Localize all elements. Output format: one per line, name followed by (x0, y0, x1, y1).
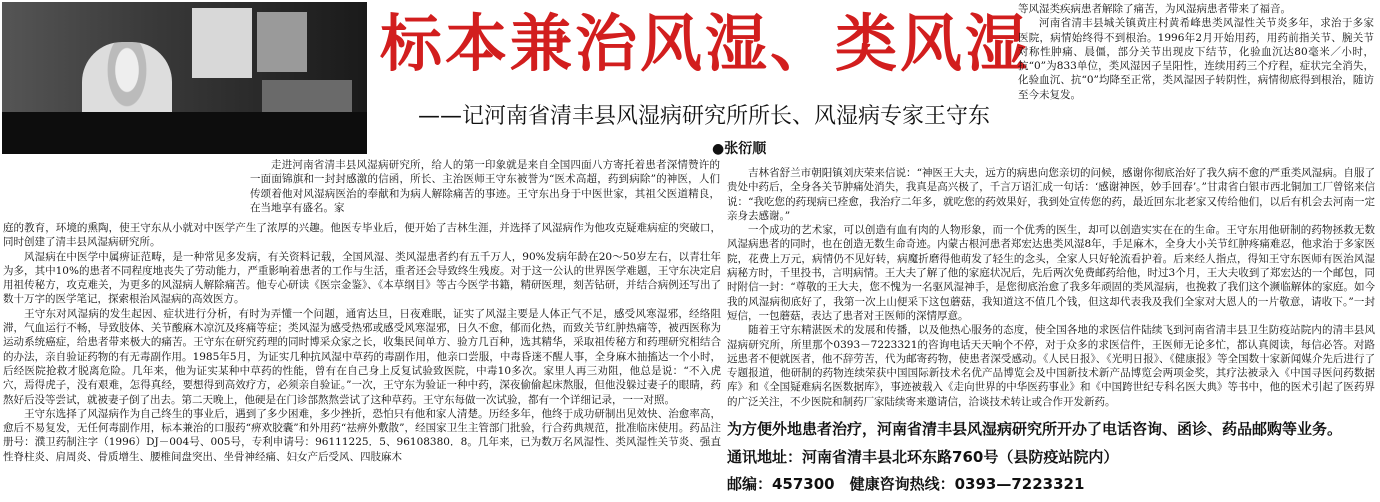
ad-service-line: 为方便外地患者治疗，河南省清丰县风湿病研究所开办了电话咨询、函诊、药品邮购等业务。 (727, 420, 1343, 438)
article-main-column (3, 221, 721, 502)
main-paragraph: 王守东选择了风湿病作为自己终生的事业后，遇到了多少困难，多少挫折，恐怕只有他和家人清楚。历经多年，他终于成功研制出见效快、治愈率高，愈后不易复发，无任何毒副作用，标本兼治的口服药“痹欢胶囊”和外用药“祛痹外敷散”，经国家卫生主管部门批验，行合药典规范，批准临床使用。药品注册号：濮卫药制注字（1996）DJ－004号、005号，专利申请号：96111225．5、96108380．8。几年来，已为数万名风湿性、类风湿性关节炎、强直性脊柱炎、肩周炎、骨质增生、腰椎间盘突出、坐骨神经痛、妇女产后受风、四肢麻木 (3, 407, 721, 463)
main-paragraph: 王守东对风湿病的发生起因、症状进行分析，有时为弄懂一个问题，通宵达旦，日夜难眠，证实了风湿主要是人体正气不足，感受风寒湿邪，经络阻滞，气血运行不畅，导致肢体、关节酸麻木凉沉及疼痛等症；类风湿为感受热邪或感受风寒湿邪，日久不愈，郁而化热，而致关节红肿热痛等，被西医称为运动系统癌症，给患者带来极大的痛苦。王守东在研究药理的同时博采众家之长，收集民间单方、验方几百种，选其精华，采取祖传秘方和药理研究相结合的办法，亲自验证药物的有无毒副作用。1985年5月，为证实几种抗风湿中草药的毒副作用，他亲口尝服，中毒昏迷不醒人事，全身麻木抽搐达一个小时，后经医院抢救才脱离危险。几年来，他为证实某种中草药的性能，曾有在自己身上反复试验致医院，中毒10多次。家里人再三劝阻，他总是说：“不入虎穴，焉得虎子，没有艰难，怎得真经，要想得到高效疗方，必须亲自验证。”一次，王守东为验证一种中药，深夜偷偷起床熬服，但他没躲过妻子的眼睛，药熬好后没等尝试，就被妻子倒了出去。第二天晚上，他硬是在门诊部熬熬尝试了这种草药。王守东每做一次试验，都有一个详细记录，一一对照。 (3, 307, 721, 406)
main-paragraph: 庭的教育，环境的熏陶，使王守东从小就对中医学产生了浓厚的兴趣。他医专毕业后，便开始了吉林生涯，并选择了风湿病作为他攻克疑难病症的突破口，同时创建了清丰县风湿病研究所。 (3, 222, 721, 249)
right-top-paragraph: 河南省清丰县城关镇黄庄村黄希峰患类风湿性关节炎多年，求治于多家医院，病情始终得不到根治。1996年2月开始用药，用药前指关节、腕关节对称性肿痛、晨僵，部分关节出现皮下结节，化验血沉达80毫米／小时，抗“0”为833单位，类风湿因子呈阳性，连续用药三个疗程，症状完全消失，化验血沉、抗“0”均降至正常，类风湿因子转阴性，病情彻底得到根治，随访至今未复发。 (1018, 17, 1374, 101)
article-right-column (727, 166, 1375, 412)
headline-subtitle: ——记河南省清丰县风湿病研究所所长、风湿病专家王守东 (418, 104, 991, 129)
right-paragraph: 一个成功的艺术家，可以创造有血有肉的人物形象，而一个优秀的医生，却可以创造实实在在的生命。王守东用他研制的药物拯救无数风湿病患者的同时，也在创造无数生命奇迹。内蒙古根河患者郑宏达患类风湿8年，手足麻木，全身大小关节红肿疼痛难忍，他求治于多家医院，花费上万元，病情仍不见好转，病魔折磨得他萌发了轻生的念头，全家人只好轮流看护着。后来经人指点，得知王守东医师有医治风湿病秘方时，千里投书，言明病情。王大夫了解了他的家庭状况后，先后两次免费邮药给他，时过3个月，王大夫收到了郑宏达的一个邮包，同时附信一封：“尊敬的王大夫，您不愧为一名驱风湿神手，是您彻底治愈了我多年顽固的类风湿病，也挽救了我们这个濒临解体的家庭。如今我的风湿病彻底好了，我第一次上山便采下这包蘑菇，我知道这不值几个钱，但这却代表我及我们全家对大恩人的一片敬意，请收下。”一封短信，一包蘑菇，表达了患者对王医师的深情厚意。 (727, 224, 1375, 322)
main-paragraph: 风湿病在中医学中属痹证范畴，是一种常见多发病，有关资料记载，全国风湿、类风湿患者约有五千万人，90%发病年龄在20～50岁左右，以青壮年为多，其中10%的患者不同程度地丧失了劳动能力，严重影响着患者的工作与生活，重者还会导致终生残废。对于这一公认的世界医学难题，王守东决定启用祖传秘方，攻克难关，为更多的风湿病人解除痛苦。他专心研读《医宗金鉴》、《本草纲目》等古今医学书籍，精研医理，刻苦钻研，并结合病例还写出了数十万字的医学笔记，探索根治风湿病的高效医方。 (3, 250, 721, 306)
article-right-top-column (1018, 2, 1374, 162)
right-paragraph: 随着王守东精湛医术的发展和传播，以及他热心服务的态度，使全国各地的求医信件陆续飞到河南省清丰县卫生防疫站院内的清丰县风湿病研究所，所里那个0393－7223321的咨询电话天天响个不停，对于众多的求医信件，王医师无论多忙，都认真阅读，每信必答。对路远患者不便就医者，他不辞劳苦，代为邮寄药物，使患者深受感动。《人民日报》、《光明日报》、《健康报》等全国数十家新闻媒介先后进行了专题报道，他研制的药物连续荣获中国国际新技术名优产品博览会及中国新技术新产品博览会两项金奖，其疗法被录入《中国寻医问药数据库》和《全国疑难病名医数据库》，事迹被载入《走向世界的中华医药事业》和《中国跨世纪专科名医大典》等书中，他的医术引起了医药界的广泛关注，不少医院和制药厂家陆续寄来邀请信，洽谈技术转让或合作开发新药。 (727, 324, 1375, 408)
ad-contact-line: 邮编：457300 健康咨询热线：0393—7223321 (727, 475, 1085, 493)
advertisement-box (727, 418, 1375, 502)
author-byline: ●张衍顺 (712, 141, 767, 157)
intro-paragraph: 走进河南省清丰县风湿病研究所，给人的第一印象就是来自全国四面八方寄托着患者深情赞许的一面面锦旗和一封封感激的信函，所长、主治医师王守东被誉为“医术高超，药到病除”的神医，人们传颂着他对风湿病医治的奉献和为病人解除痛苦的事迹。王守东出身于中医世家，其祖父医道精良，在当地享有盛名。家 (250, 159, 720, 214)
headline-title: 标本兼治风湿、类风湿 (380, 7, 1031, 80)
doctor-photo (2, 2, 367, 154)
right-top-paragraph: 等风湿类疾病患者解除了痛苦，为风湿病患者带来了福音。 (1018, 3, 1291, 15)
article-intro (250, 158, 720, 220)
right-paragraph: 吉林省舒兰市朝阳镇刘庆荣来信说：“神医王大夫，远方的病患向您亲切的问候，感谢你彻底治好了我久病不愈的严重类风湿病。自服了贵处中药后，全身各关节肿痛处消失，我真是高兴极了，千言万语汇成一句话：‘感谢神医，妙手回春’。”甘肃省白银市西北铜加工厂曾铭来信说：“我吃您的药现病已痊愈，我治疗二年多，就吃您的药效果好，我到处宣传您的药，最近回东北老家又传给他们，以后有机会去河南一定亲身去感谢。” (727, 167, 1375, 222)
ad-address-line: 通讯地址：河南省清丰县北环东路760号（县防疫站院内） (727, 448, 1119, 466)
